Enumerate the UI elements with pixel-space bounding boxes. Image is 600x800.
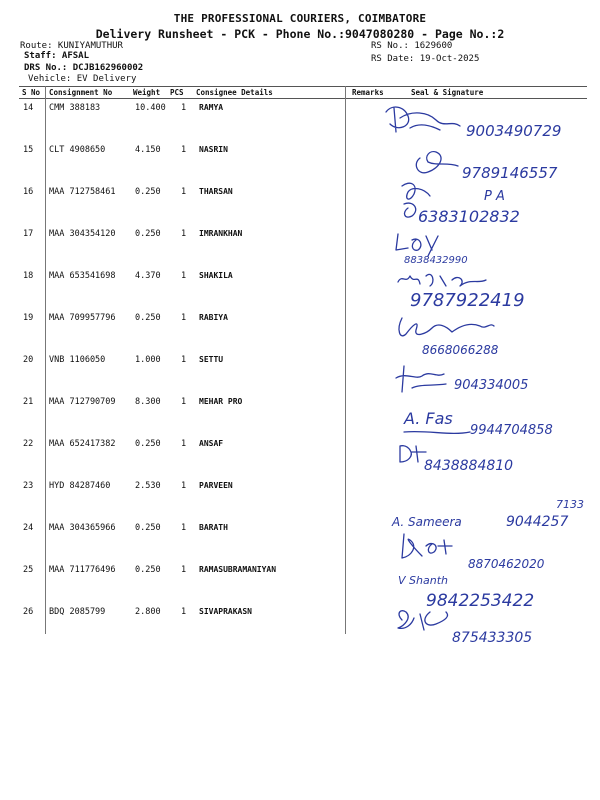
row-consignment: MAA 304354120 [49,229,116,239]
header-weight: Weight [133,88,161,97]
staff-label: Staff: AFSAL [24,51,90,61]
row-weight: 0.250 [135,439,161,449]
signature-phone: 9003490729 [466,122,562,140]
route-label: Route: KUNIYAMUTHUR [20,41,123,51]
row-sno: 21 [23,397,34,407]
row-pcs: 1 [181,103,187,113]
row-weight: 4.370 [135,271,161,281]
header-seal-signature: Seal & Signature [411,88,484,97]
signature-row-15 [416,152,558,182]
signature-row-25 [398,574,534,611]
row-pcs: 1 [181,607,187,617]
row-sno: 26 [23,607,34,617]
signature-phone: 8838432990 [404,255,468,266]
header-consignment: Consignment No [49,88,113,97]
row-consignment: CMM 388183 [49,103,101,113]
header-pcs: PCS [170,88,184,97]
row-pcs: 1 [181,397,187,407]
header-remarks: Remarks [352,88,384,97]
row-pcs: 1 [181,565,187,575]
row-consignee: SHAKILA [199,271,233,280]
runsheet-subtitle: Delivery Runsheet - PCK - Phone No.:9047080280 - Page No.:2 [95,27,505,41]
row-consignee: RABIYA [199,313,228,322]
row-consignee: PARVEEN [199,481,233,490]
row-pcs: 1 [181,355,187,365]
signature-name: A. Fas [404,409,453,428]
signature-name: A. Sameera [392,515,462,529]
row-weight: 0.250 [135,313,161,323]
drs-number: DRS No.: DCJB162960002 [24,63,144,73]
row-consignee: RAMYA [199,103,224,112]
row-consignee: SETTU [199,355,224,364]
row-sno: 14 [23,103,34,113]
signature-row-17 [396,234,468,266]
row-consignment: VNB 1106050 [49,355,106,365]
row-consignee: MEHAR PRO [199,397,243,406]
signature-row-24 [402,534,545,571]
signature-phone: 6383102832 [418,207,520,226]
row-pcs: 1 [181,145,187,155]
row-sno: 23 [23,481,34,491]
signature-phone: 8438884810 [424,458,514,474]
signature-phone: 9842253422 [426,591,535,611]
rs-number: RS No.: 1629600 [371,41,453,51]
row-weight: 8.300 [135,397,161,407]
row-sno: 16 [23,187,34,197]
row-consignee: THARSAN [199,187,233,196]
signature-name: V Shanth [398,574,448,587]
row-weight: 0.250 [135,229,161,239]
signature-row-20 [396,366,528,393]
signature-row-26 [398,611,532,646]
row-consignee: IMRANKHAN [199,229,243,238]
signature-phone: 9044257 [506,514,569,530]
signature-phone: 9789146557 [462,164,558,182]
row-pcs: 1 [181,271,187,281]
row-consignment: MAA 709957796 [49,313,116,323]
row-consignment: HYD 84287460 [49,481,111,491]
row-weight: 10.400 [135,103,166,113]
row-consignment: MAA 653541698 [49,271,116,281]
header-consignee: Consignee Details [196,88,273,97]
row-consignment: MAA 712758461 [49,187,116,197]
row-sno: 19 [23,313,34,323]
row-sno: 17 [23,229,34,239]
signature-row-14 [386,107,561,140]
signature-name: P A [484,189,505,204]
row-consignee: BARATH [199,523,228,532]
row-consignment: MAA 652417382 [49,439,116,449]
signature-row-21 [403,409,553,438]
company-title: THE PROFESSIONAL COURIERS, COIMBATORE [173,12,427,25]
row-sno: 15 [23,145,34,155]
signature-phone: 8668066288 [422,343,499,357]
row-consignment: MAA 304365966 [49,523,116,533]
row-consignment: MAA 712790709 [49,397,116,407]
row-pcs: 1 [181,313,187,323]
row-weight: 2.800 [135,607,161,617]
signature-row-22 [400,446,513,474]
row-pcs: 1 [181,481,187,491]
row-consignment: CLT 4908650 [49,145,106,155]
row-weight: 0.250 [135,523,161,533]
row-weight: 2.530 [135,481,161,491]
signature-phone: 875433305 [452,630,533,646]
row-weight: 0.250 [135,187,161,197]
row-consignment: MAA 711776496 [49,565,116,575]
signature-note: 7133 [556,498,584,511]
signature-row-23-24 [391,498,584,530]
row-pcs: 1 [181,439,187,449]
row-consignee: SIVAPRAKASN [199,607,252,616]
row-pcs: 1 [181,187,187,197]
row-pcs: 1 [181,229,187,239]
row-consignee: RAMASUBRAMANIYAN [199,565,277,574]
row-sno: 24 [23,523,34,533]
signature-phone: 9944704858 [470,423,553,438]
signature-phone: 8870462020 [468,557,545,571]
signature-row-16 [402,183,520,226]
row-weight: 0.250 [135,565,161,575]
signature-phone: 904334005 [454,378,529,393]
vehicle-label: Vehicle: EV Delivery [28,74,137,84]
row-sno: 25 [23,565,34,575]
signature-row-18 [398,274,525,311]
row-sno: 18 [23,271,34,281]
header-sno: S No [22,88,41,97]
rs-date: RS Date: 19-Oct-2025 [371,54,480,64]
row-sno: 20 [23,355,34,365]
row-weight: 1.000 [135,355,161,365]
row-weight: 4.150 [135,145,161,155]
row-consignee: ANSAF [199,439,224,448]
signature-phone: 9787922419 [410,290,525,311]
row-sno: 22 [23,439,34,449]
row-pcs: 1 [181,523,187,533]
row-consignment: BDQ 2085799 [49,607,106,617]
row-consignee: NASRIN [199,145,228,154]
signature-row-19 [399,318,499,357]
